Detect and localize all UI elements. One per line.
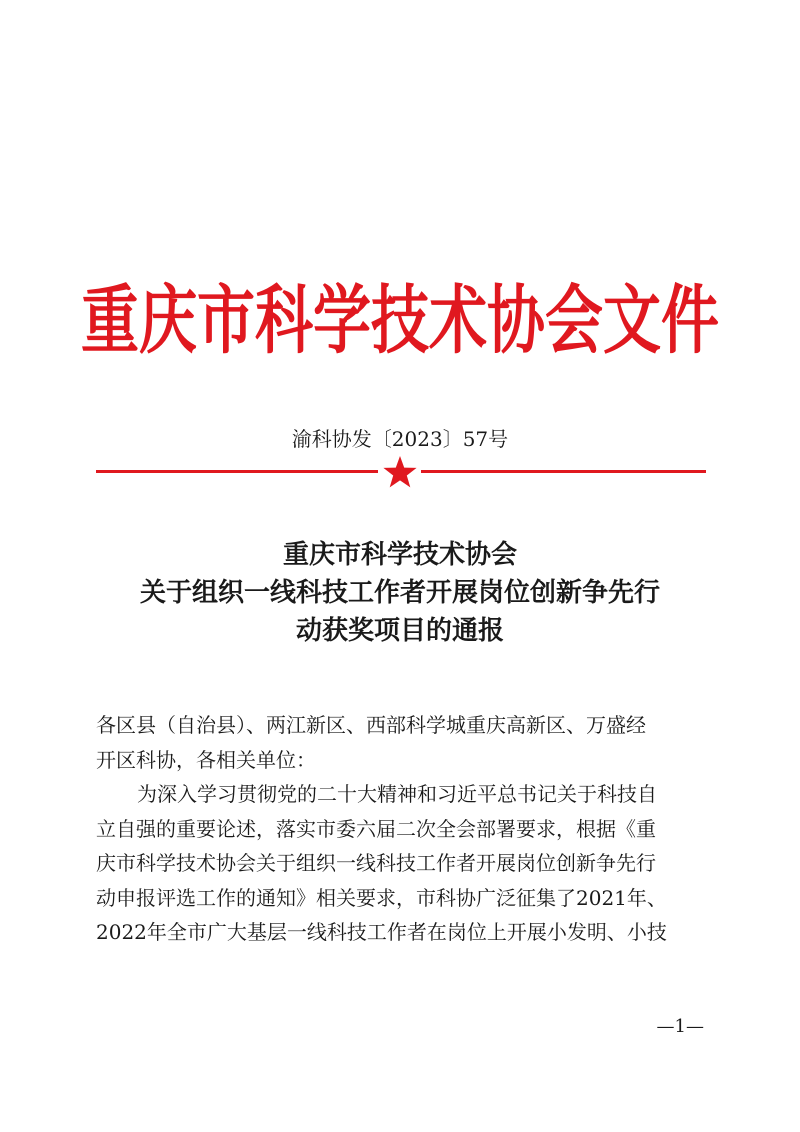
recipients-line: 开区科协，各相关单位：: [96, 747, 316, 772]
paragraph-line: 动申报评选工作的通知》相关要求，市科协广泛征集了2021年、: [96, 885, 667, 910]
title-line: 关于组织一线科技工作者开展岗位创新争先行: [139, 578, 660, 608]
paragraph-line: 庆市科学技术协会关于组织一线科技工作者开展岗位创新争先行: [96, 851, 656, 875]
red-divider-left: [96, 470, 378, 473]
recipients-line: 各区县（自治县）、两江新区、西部科学城重庆高新区、万盛经: [96, 713, 646, 737]
paragraph-line: 立自强的重要论述，落实市委六届二次全会部署要求，根据《重: [96, 816, 656, 841]
red-divider-right: [421, 470, 706, 473]
document-number: 渝科协发〔2023〕57号: [291, 427, 509, 451]
masthead-title: 重庆市科学技术协会文件: [80, 277, 719, 365]
paragraph-line: 为深入学习贯彻党的二十大精神和习近平总书记关于科技自: [137, 782, 657, 806]
page-number: —1—: [656, 1016, 704, 1037]
title-line: 动获奖项目的通报: [295, 616, 504, 646]
paragraph-line: 2022年全市广大基层一线科技工作者在岗位上开展小发明、小技: [96, 920, 667, 944]
document-body: [96, 708, 708, 950]
document-title: [0, 536, 800, 650]
title-line: 重庆市科学技术协会: [282, 540, 517, 570]
star-icon: [382, 455, 418, 489]
